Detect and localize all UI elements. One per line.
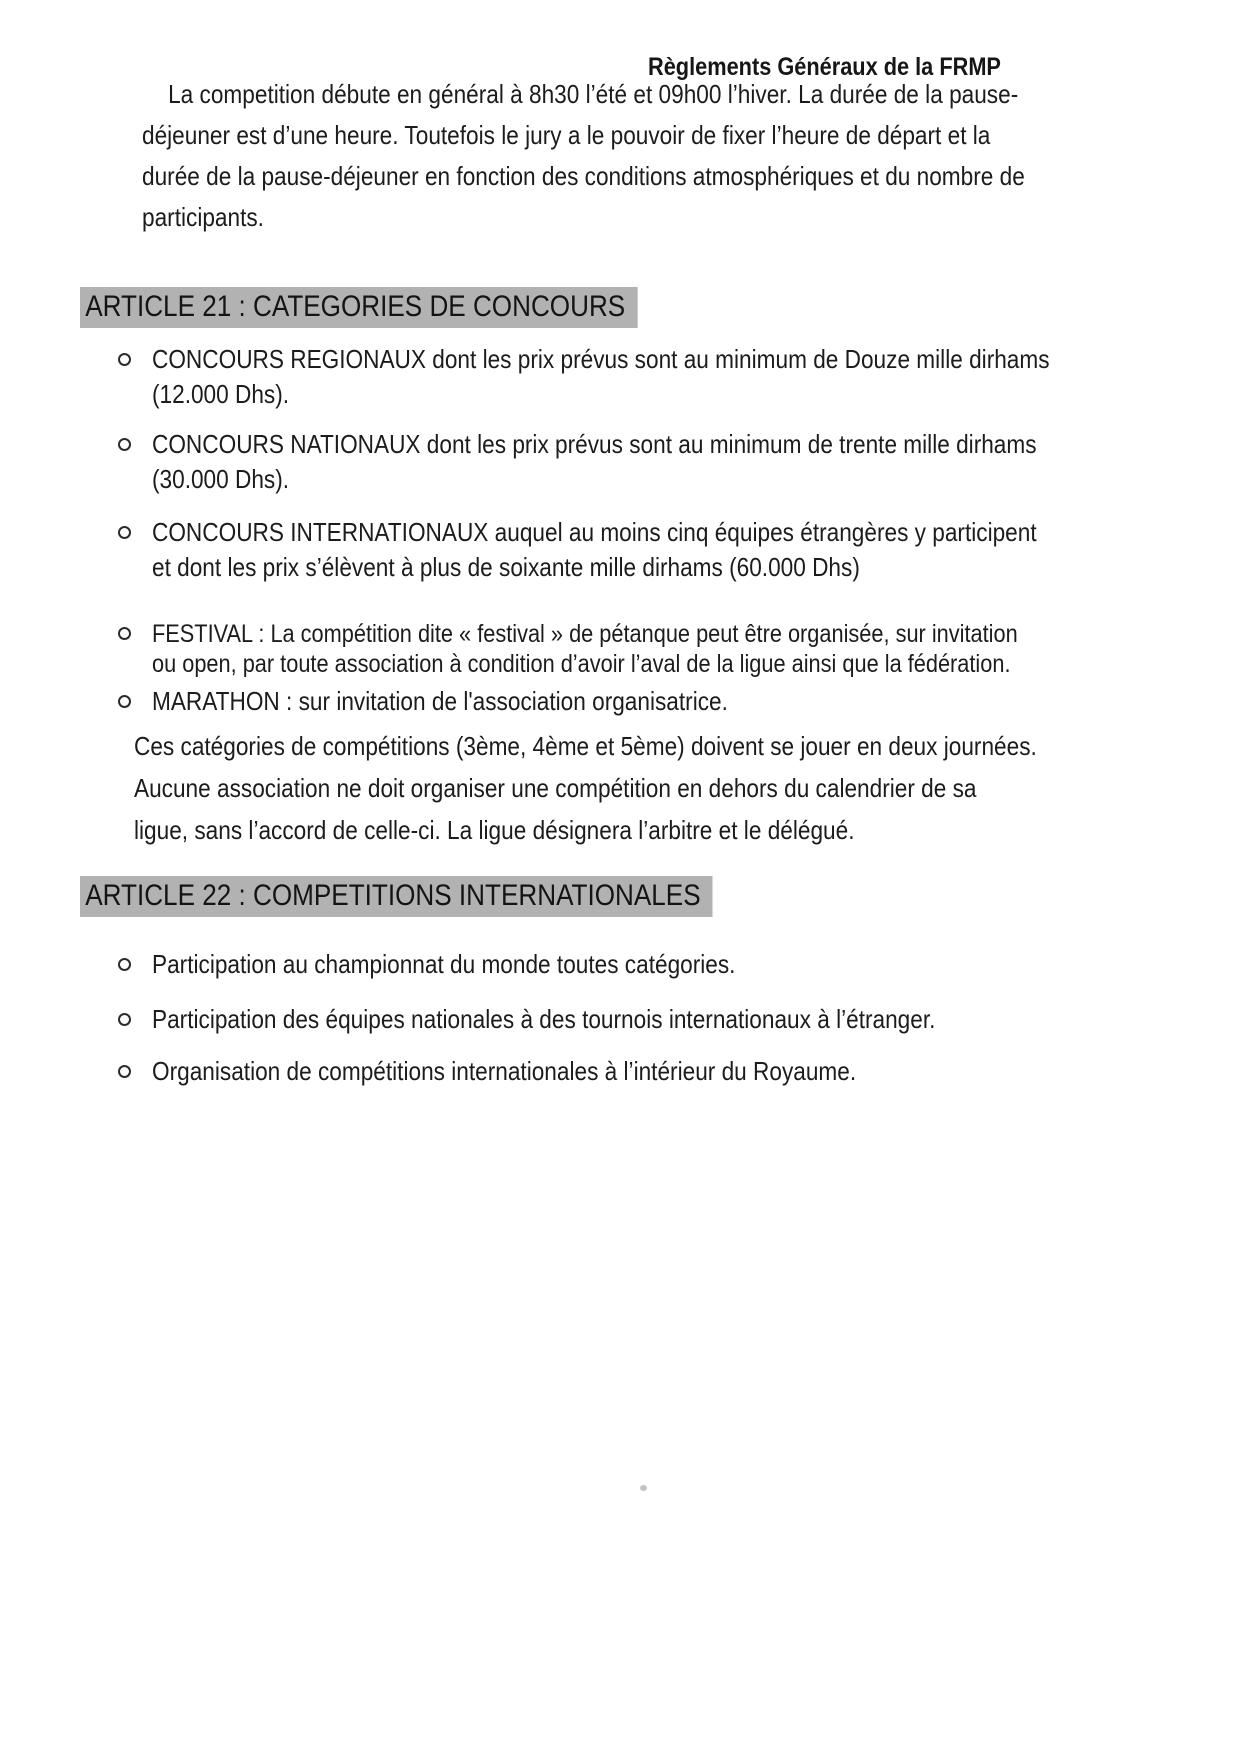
bullet-line: CONCOURS NATIONAUX dont les prix prévus sont au minimum de trente mille dirhams [152, 429, 1037, 459]
paragraph-line: La competition débute en général à 8h30 l’été et 09h00 l’hiver. La durée de la pause- [168, 79, 1019, 109]
article-22-heading [80, 876, 807, 917]
circle-bullet-icon [118, 438, 131, 451]
bullet-item-concours-internationaux [108, 515, 1169, 585]
circle-bullet-icon [118, 526, 131, 539]
bullet-item-organisation-competitions [108, 1055, 961, 1088]
paragraph-line: Aucune association ne doit organiser une compétition en dehors du calendrier de sa [134, 773, 977, 803]
bullet-item-festival [108, 619, 1147, 679]
circle-bullet-icon [118, 1065, 131, 1078]
circle-bullet-icon [118, 1013, 131, 1026]
bullet-item-equipes-nationales [108, 1003, 1052, 1036]
bullet-item-marathon [108, 684, 814, 719]
intro-paragraph [142, 74, 1157, 238]
bullet-item-championnat-du-monde [108, 948, 823, 981]
bullet-line: ou open, par toute association à condition d’avoir l’aval de la ligue ainsi que la fédération. [152, 650, 1011, 678]
bullet-line: MARATHON : sur invitation de l'association organisatrice. [152, 686, 728, 716]
circle-bullet-icon [118, 353, 131, 366]
bullet-line: (30.000 Dhs). [152, 464, 290, 494]
circle-bullet-icon [118, 958, 131, 971]
bullet-line: CONCOURS REGIONAUX dont les prix prévus sont au minimum de Douze mille dirhams [152, 344, 1050, 374]
bullet-line: et dont les prix s’élèvent à plus de soixante mille dirhams (60.000 Dhs) [152, 552, 860, 582]
paragraph-line: participants. [142, 202, 264, 232]
circle-bullet-icon [118, 695, 131, 708]
bullet-line: Organisation de compétitions internationales à l’intérieur du Royaume. [152, 1056, 857, 1086]
bullet-line: Participation au championnat du monde toutes catégories. [152, 949, 736, 979]
article-21-heading [80, 287, 721, 328]
bullet-item-concours-regionaux [108, 342, 1184, 412]
bullet-line: Participation des équipes nationales à des tournois internationaux à l’étranger. [152, 1004, 936, 1034]
paragraph-line: Ces catégories de compétitions (3ème, 4ème et 5ème) doivent se jouer en deux journées. [134, 731, 1037, 761]
scan-artifact-dot [640, 1485, 647, 1491]
paragraph-line: ligue, sans l’accord de celle-ci. La ligue désignera l’arbitre et le délégué. [134, 815, 855, 845]
heading-highlight: ARTICLE 22 : COMPETITIONS INTERNATIONALES [80, 876, 713, 917]
page-header-title: Règlements Généraux de la FRMP [648, 53, 1001, 81]
bullet-line: CONCOURS INTERNATIONAUX auquel au moins cinq équipes étrangères y participent [152, 517, 1037, 547]
circle-bullet-icon [118, 627, 131, 640]
closing-paragraph [134, 725, 1172, 851]
bullet-line: FESTIVAL : La compétition dite « festival » de pétanque peut être organisée, sur invitation [152, 620, 1018, 648]
bullet-line: (12.000 Dhs). [152, 379, 290, 409]
paragraph-line: durée de la pause-déjeuner en fonction des conditions atmosphériques et du nombre de [142, 161, 1025, 191]
heading-highlight: ARTICLE 21 : CATEGORIES DE CONCOURS [80, 287, 637, 328]
bullet-item-concours-nationaux [108, 427, 1169, 497]
paragraph-line: déjeuner est d’une heure. Toutefois le jury a le pouvoir de fixer l’heure de départ et la [142, 120, 991, 150]
